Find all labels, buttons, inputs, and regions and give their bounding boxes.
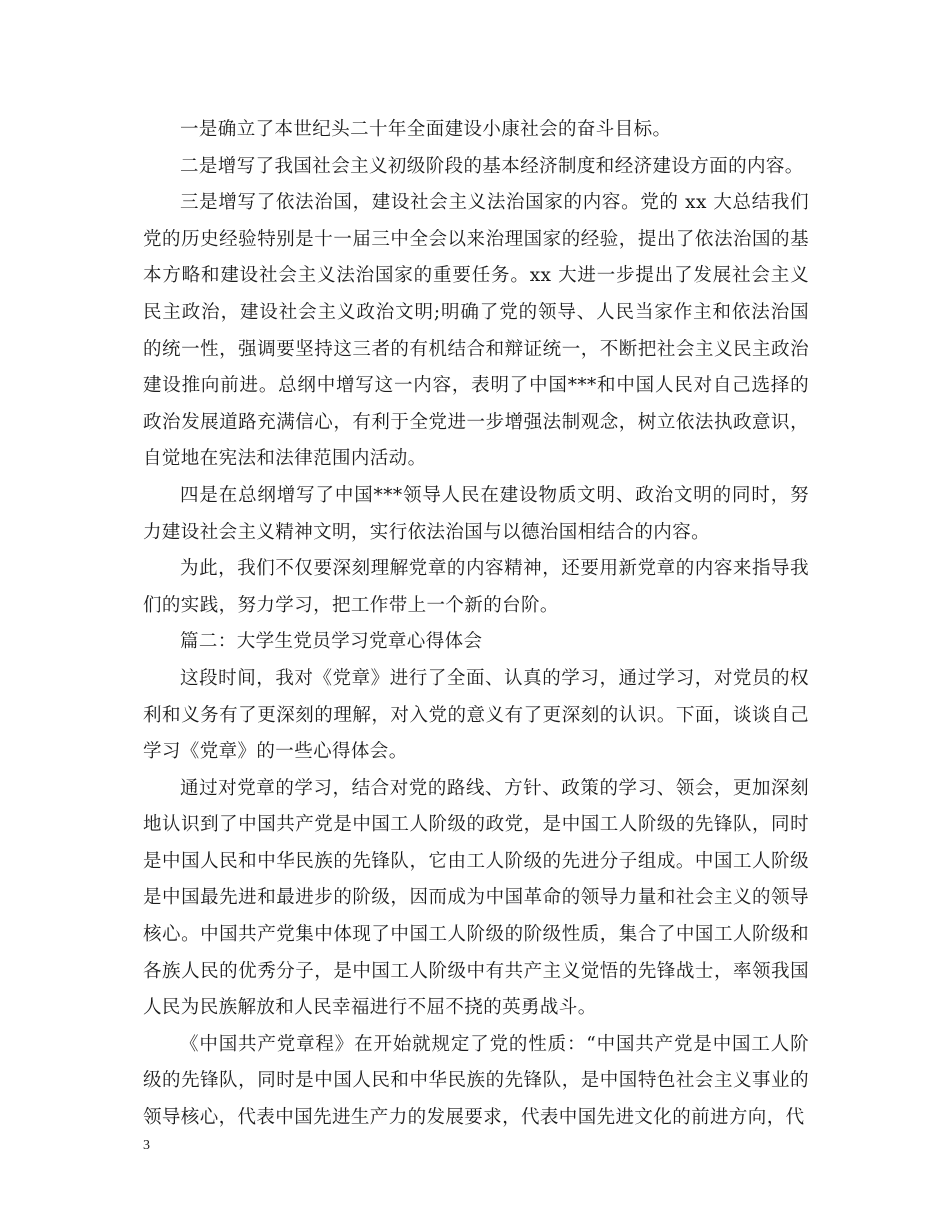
paragraph: 二是增写了我国社会主义初级阶段的基本经济制度和经济建设方面的内容。 bbox=[180, 155, 804, 177]
paragraph: 通过对党章的学习，结合对党的路线、方针、政策的学习、领会，更加深刻地认识到了中国共产党是中国工人阶级的政党，是中国工人阶级的先锋队，同时是中国人民和中华民族的先锋队，它由工人阶级的先进分子组成。中国工人阶级是中国最先进和最进步的阶级，因而成为中国革命的领导力量和社会主义的领导核心。中国共产党集中体现了中国工人阶级的阶级性质，集合了中国工人阶级和各族人民的优秀分子，是中国工人阶级中有共产主义觉悟的先锋战士，率领我国人民为民族解放和人民幸福进行不屈不挠的英勇战斗。 bbox=[143, 777, 809, 1019]
document-body bbox=[143, 112, 809, 1137]
section-heading: 篇二：大学生党员学习党章心得体会 bbox=[180, 631, 483, 653]
paragraph: 四是在总纲增写了中国***领导人民在建设物质文明、政治文明的同时，努力建设社会主义精神文明，实行依法治国与以德治国相结合的内容。 bbox=[143, 484, 809, 543]
paragraph: 三是增写了依法治国，建设社会主义法治国家的内容。党的 xx 大总结我们党的历史经验特别是十一届三中全会以来治理国家的经验，提出了依法治国的基本方略和建设社会主义法治国家的重要任务。xx 大进一步提出了发展社会主义民主政治，建设社会主义政治文明;明确了党的领导、人民当家作主和依法治国的统一性，强调要坚持这三者的有机结合和辩证统一，不断把社会主义民主政治建设推向前进。总纲中增写这一内容，表明了中国***和中国人民对自己选择的政治发展道路充满信心，有利于全党进一步增强法制观念，树立依法执政意识，自觉地在宪法和法律范围内活动。 bbox=[143, 192, 809, 470]
paragraph: 一是确立了本世纪头二十年全面建设小康社会的奋斗目标。 bbox=[180, 119, 672, 140]
paragraph: 为此，我们不仅要深刻理解党章的内容精神，还要用新党章的内容来指导我们的实践，努力学习，把工作带上一个新的台阶。 bbox=[143, 558, 809, 616]
paragraph: 《中国共产党章程》在开始就规定了党的性质：“中国共产党是中国工人阶级的先锋队，同时是中国人民和中华民族的先锋队，是中国特色社会主义事业的领导核心，代表中国先进生产力的发展要求，代表中国先进文化的前进方向，代 bbox=[143, 1033, 809, 1129]
page-number: 3 bbox=[143, 1138, 150, 1153]
paragraph: 这段时间，我对《党章》进行了全面、认真的学习，通过学习，对党员的权利和义务有了更深刻的理解，对入党的意义有了更深刻的认识。下面，谈谈自己学习《党章》的一些心得体会。 bbox=[143, 667, 809, 763]
